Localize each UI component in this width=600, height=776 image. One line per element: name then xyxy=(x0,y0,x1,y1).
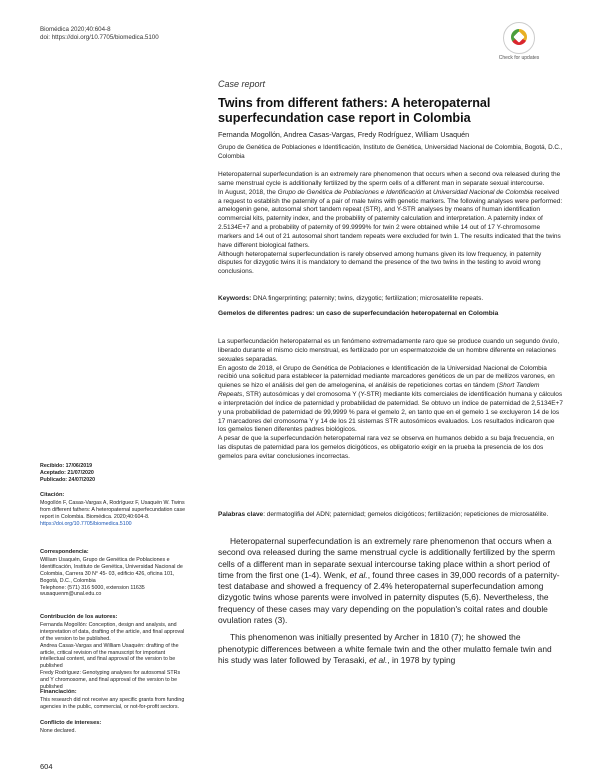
resumen xyxy=(218,338,563,462)
check-for-updates-label: Check for updates xyxy=(498,55,540,61)
journal-citation-line: Biomédica 2020;40:604-8 xyxy=(40,26,111,33)
body-paragraph: Heteropaternal superfecundation is an extremely rare phenomenon that occurs when a second ova released during the same menstrual cycle is additionally fertilized by the sperm cells of a different man in separate sexual intercourse taking place within a short period of time from the first one (1-4). Wenk, et al., found three cases in 39,000 records of a paternity-test database and showed a frequency of 2.4% heteropaternal superfecundation among dizygotic twins whose parents were involved in paternity disputes (5,6). Nevertheless, the frequency of these cases may vary depending on the population's coital rates and double ovulation rates (3). xyxy=(218,536,560,626)
abstract-paragraph: Although heteropaternal superfecundation is rarely observed among humans given its low frequency, in paternity disputes for dizygotic twins it is mandatory to demand the presence of the two twins in the testing to avoid wrong conclusions. xyxy=(218,250,542,276)
palabras-clave xyxy=(218,511,563,520)
funding-text: This research did not receive any specific grants from funding agencies in the public, commercial, or not-for-profit sectors. xyxy=(40,696,185,710)
palabras-clave-label: Palabras clave xyxy=(218,511,264,518)
abstract-paragraph: In August, 2018, the Grupo de Genética de Poblaciones e Identificación at Universidad Nacional de Colombia received a request to establish the paternity of a pair of male twins with genetic markers. The following analyses were performed: amelogenin gene, autosomal short tandem repeat (STR), and Y-STR analyses by means of human identification commercial kits, paternity index, and the probability of paternity calculation and interpretation. A paternity index of 2.5134E+7 and a probability of paternity of 99.9999% for twin 2 were obtained while 14 out of 17 Y-chromosome markers and 14 out of 21 autosomal short tandem repeats were excluded for twin 1. The results indicated that the twins have different biological fathers. xyxy=(218,188,563,249)
spanish-title: Gemelos de diferentes padres: un caso de superfecundación heteropaternal en Colombia xyxy=(218,310,499,317)
citation-link[interactable]: https://doi.org/10.7705/biomedica.5100 xyxy=(40,520,132,527)
contribution-item: Fernanda Mogollón: Conception, design and analysis, and interpretation of data, drafting of the article, and final approval of the version to be published. xyxy=(40,621,185,642)
article-title: Twins from different fathers: A heteropaternal superfecundation case report in Colombia xyxy=(218,96,491,125)
citation-block xyxy=(40,492,190,528)
conflict-text: None declared. xyxy=(40,727,76,734)
funding-block xyxy=(40,689,190,711)
keywords-text: DNA fingerprinting; paternity; twins, dizygotic; fertilization; microsatellite repeats. xyxy=(251,295,484,302)
dates-block xyxy=(40,463,190,484)
contributions-heading: Contribución de los autores: xyxy=(40,614,118,620)
correspondence-text: William Usaquén, Grupo de Genética de Poblaciones e Identificación, Instituto de Genética, Universidad Nacional de Colombia, Carrera 30 N° 45- 03, edificio 426, oficina 101, Bogotá, D.C., Colombia xyxy=(40,556,183,584)
resumen-paragraph: A pesar de que la superfecundación heteropaternal rara vez se observa en humanos debido a su baja frecuencia, en las disputas de paternidad para los gemelos dicigóticos, es obligatorio exigir en la prueba la presencia de los dos gemelos para evitar conclusiones incorrectas. xyxy=(218,435,555,460)
keywords xyxy=(218,295,563,302)
published-date: Publicado: 24/07/2020 xyxy=(40,476,96,483)
correspondence-heading: Correspondencia: xyxy=(40,549,89,555)
contribution-item: Andrea Casas-Vargas and William Usaquén: drafting of the article, critical revision of the manuscript for important intellectual content, and final approval of the version to be published xyxy=(40,642,179,670)
citation-heading: Citación: xyxy=(40,492,65,498)
article-type: Case report xyxy=(218,79,266,89)
doi-line[interactable]: doi: https://doi.org/10.7705/biomedica.5100 xyxy=(40,34,159,41)
contribution-item: Fredy Rodríguez: Genotyping analyses for autosomal STRs and Y chromosome, and final approval of the version to be published xyxy=(40,670,181,691)
conflict-block xyxy=(40,720,190,735)
body-paragraph: This phenomenon was initially presented by Archer in 1810 (7); he showed the phenotypic differences between a white female twin and the other mulatto female twin and his study was later followed by Terasaki, et al., in 1978 by typing xyxy=(218,632,552,665)
abstract-paragraph: Heteropaternal superfecundation is an extremely rare phenomenon that occurs when a second ova released during the same menstrual cycle is additionally fertilized by the sperm cells of a different man in separate sexual intercourse. xyxy=(218,171,561,187)
palabras-clave-text: : dermatoglifia del ADN; paternidad; gemelos dicigóticos; fertilización; repeticiones de microsatélite. xyxy=(263,511,549,518)
funding-heading: Financiación: xyxy=(40,689,77,695)
conflict-heading: Conflicto de intereses: xyxy=(40,720,102,726)
resumen-paragraph: La superfecundación heteropaternal es un fenómeno extremadamente raro que se produce cuando un segundo óvulo, liberado durante el mismo ciclo menstrual, es fertilizado por un espermatozoide de un hombre diferente en relaciones sexuales separadas. xyxy=(218,338,560,363)
citation-text: Mogollón F, Casas-Vargas A, Rodríguez F, Usaquén W. Twins from different fathers: A heteropaternal superfecundation case report in Colombia. Biomédica. 2020;40:604-8. xyxy=(40,499,186,520)
affiliation: Grupo de Genética de Poblaciones e Identificación, Instituto de Genética, Universidad Nacional de Colombia, Bogotá, D.C., Colombia xyxy=(218,144,563,160)
telephone: Telephone: (571) 316 5000, extension 11635 xyxy=(40,584,145,591)
correspondence-block xyxy=(40,549,190,598)
author-list: Fernanda Mogollón, Andrea Casas-Vargas, Fredy Rodríguez, William Usaquén xyxy=(218,130,470,139)
journal-meta xyxy=(40,26,159,42)
main-body xyxy=(218,536,563,672)
email[interactable]: wusaquenm@unal.edu.co xyxy=(40,591,102,598)
accepted-date: Aceptado: 21/07/2020 xyxy=(40,469,94,476)
crossmark-icon xyxy=(503,22,535,54)
keywords-label: Keywords: xyxy=(218,295,252,302)
received-date: Recibido: 17/06/2019 xyxy=(40,463,93,469)
abstract xyxy=(218,171,563,277)
check-for-updates-badge[interactable] xyxy=(495,22,543,62)
resumen-paragraph: En agosto de 2018, el Grupo de Genética de Poblaciones e Identificación de la Universidad Nacional de Colombia recibió una solicitud para establecer la paternidad mediante marcadores genéticos de un par de mellizos varones, en quienes se hizo el análisis del gen de amelogenina, el análisis de repeticiones cortas en tándem (Short Tandem Repeats, STR) autosómicas y del cromosoma Y (Y-STR) mediante kits comerciales de identificación humana y cálculos e interpretación del índice de paternidad y probabilidad de paternidad. Se obtuvo un índice de paternidad de 2,5134E+7 y una probabilidad de paternidad de 99,9999 % para el gemelo 2, en tanto que en el gemelo 1 se excluyeron 14 de los 17 marcadores del cromosoma Y y 14 de los 21 sistemas STR autosómicos evaluados. Los resultados indicaron que los gemelos tienen diferentes padres biológicos. xyxy=(218,364,563,434)
page-number: 604 xyxy=(40,762,53,771)
contributions-block xyxy=(40,614,190,691)
